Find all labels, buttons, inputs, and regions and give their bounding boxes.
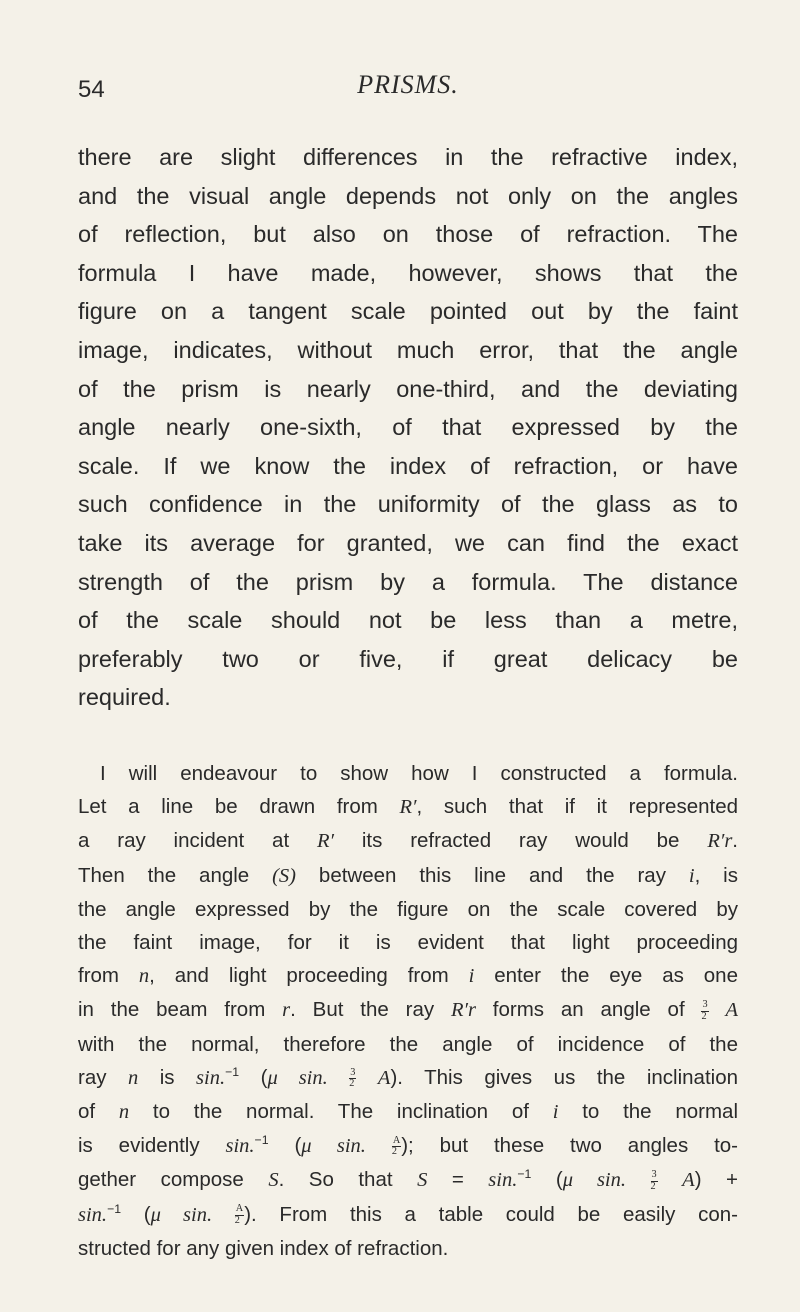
text-run: ). This gives us the inclination (390, 1065, 738, 1089)
math-function: μ sin. (150, 1203, 213, 1226)
text-run: a ray incident at (78, 829, 317, 853)
text-run: from (78, 964, 139, 988)
text-line: figure on a tangent scale pointed out by the faint (78, 298, 738, 325)
math-symbol: i (468, 965, 475, 988)
math-function: sin. (225, 1135, 255, 1158)
fraction (651, 1170, 658, 1192)
text-line: with the normal, therefore the angle of incidence of the (78, 1032, 738, 1056)
text-run: . But the ray (290, 998, 451, 1022)
text-line: required. (78, 684, 171, 711)
superscript: −1 (107, 1201, 122, 1216)
math-symbol: S (268, 1169, 279, 1192)
superscript: −1 (225, 1064, 240, 1079)
text-line: take its average for granted, we can find the exact (78, 529, 738, 556)
page-header (78, 70, 738, 110)
math-symbol: A (377, 1066, 391, 1089)
text-line: preferably two or five, if great delicacy be (78, 645, 738, 672)
text-run: forms an angle of (475, 998, 702, 1022)
text-line: angle nearly one-sixth, of that expressed by the (78, 414, 738, 441)
text-line: the faint image, for it is evident that light proceeding (78, 931, 738, 955)
fraction-numerator: A (392, 1135, 401, 1147)
text-run: ) + (694, 1168, 739, 1192)
math-function: μ sin. (301, 1135, 366, 1158)
text-run: to the normal. The inclination of (129, 1100, 553, 1124)
page-number: 54 (78, 76, 105, 103)
math-function: sin. (78, 1203, 108, 1226)
text-run: Then the angle (78, 863, 273, 887)
text-run: enter the eye as one (474, 964, 738, 988)
text-run: between this line and the ray (296, 863, 689, 887)
text-line (78, 1198, 738, 1232)
text-line: of the scale should not be less than a metre, (78, 607, 738, 634)
text-line: scale. If we know the index of refraction, or have (78, 452, 738, 479)
text-run: ray (78, 1065, 128, 1089)
fraction (701, 1000, 708, 1022)
text-line (78, 859, 738, 893)
text-line: such confidence in the uniformity of the glass as to (78, 491, 738, 518)
superscript: −1 (254, 1133, 269, 1148)
math-function: sin. (196, 1066, 226, 1089)
text-line: image, indicates, without much error, that the angle (78, 336, 738, 363)
text-line (78, 1163, 738, 1197)
math-function: μ sin. (562, 1169, 627, 1192)
math-symbol: A (725, 999, 738, 1022)
fraction-numerator: 3 (350, 1066, 356, 1078)
paragraph-1 (78, 138, 738, 717)
fraction (392, 1136, 401, 1158)
text-run: ( (531, 1168, 563, 1192)
text-line: of the prism is nearly one-third, and the deviating (78, 375, 738, 402)
running-title: PRISMS. (357, 70, 459, 99)
text-run: I will endeavour to show how I constructed a formula. (100, 762, 738, 785)
text-line (78, 790, 738, 824)
text-run: , such that if it represented (416, 795, 739, 819)
math-symbol: A (682, 1169, 695, 1192)
math-symbol: n (118, 1101, 130, 1124)
text-line (78, 993, 738, 1027)
fraction-denominator: 2 (701, 1010, 707, 1022)
fraction (349, 1068, 356, 1090)
math-function: μ sin. (267, 1066, 328, 1089)
text-line (78, 1095, 738, 1129)
math-symbol: i (552, 1101, 559, 1124)
math-symbol: n (127, 1066, 139, 1089)
text-run: of (78, 1100, 119, 1124)
paragraph-2 (78, 757, 738, 1265)
text-line: formula I have made, however, shows that the (78, 259, 738, 286)
superscript: −1 (517, 1167, 532, 1182)
text-line: the angle expressed by the figure on the scale covered by (78, 897, 738, 921)
fraction-denominator: 2 (349, 1077, 355, 1089)
text-line: of reflection, but also on those of refraction. The (78, 221, 738, 248)
text-run: ); but these two angles to- (401, 1134, 738, 1158)
math-symbol: S (417, 1169, 428, 1192)
text-run: , and light proceeding from (149, 964, 469, 988)
text-line (78, 824, 738, 858)
text-run: Let a line be drawn from (78, 795, 400, 819)
text-run: is evidently (78, 1134, 226, 1158)
math-symbol: r (282, 999, 291, 1022)
math-symbol: R′ (399, 796, 417, 819)
fraction-denominator: 2 (391, 1146, 397, 1158)
text-run: . (732, 829, 738, 853)
text-line: strength of the prism by a formula. The distance (78, 568, 738, 595)
text-line (78, 757, 738, 790)
math-function: sin. (488, 1169, 518, 1192)
text-run: ( (268, 1134, 302, 1158)
math-symbol: (S) (272, 864, 297, 887)
text-run: gether compose (78, 1168, 269, 1192)
text-line (78, 1129, 738, 1163)
math-symbol: R′ (317, 830, 335, 853)
fraction-denominator: 2 (650, 1180, 656, 1192)
text-run: to the normal (558, 1100, 738, 1124)
fraction-numerator: 3 (702, 999, 708, 1011)
math-symbol: R′r (707, 830, 733, 853)
text-line (78, 959, 738, 993)
text-run: = (427, 1168, 489, 1192)
math-symbol: R′r (450, 999, 476, 1022)
text-run: , is (694, 863, 738, 887)
text-run: in the beam from (78, 998, 283, 1022)
text-run: ( (239, 1065, 268, 1089)
math-symbol: n (138, 965, 150, 988)
text-run: its refracted ray would be (334, 829, 708, 853)
text-run: ( (121, 1202, 151, 1226)
fraction (235, 1204, 244, 1226)
text-line: there are slight differences in the refractive index, (78, 144, 738, 170)
math-symbol: i (688, 864, 695, 887)
text-run: ). From this a table could be easily con- (244, 1202, 738, 1226)
text-line (78, 1061, 738, 1095)
fraction-denominator: 2 (234, 1214, 240, 1226)
fraction-numerator: A (235, 1203, 244, 1215)
text-run: is (138, 1065, 197, 1089)
text-run: . So that (278, 1168, 418, 1192)
text-line: structed for any given index of refraction. (78, 1236, 449, 1260)
text-line: and the visual angle depends not only on the angles (78, 182, 738, 209)
fraction-numerator: 3 (651, 1169, 657, 1181)
